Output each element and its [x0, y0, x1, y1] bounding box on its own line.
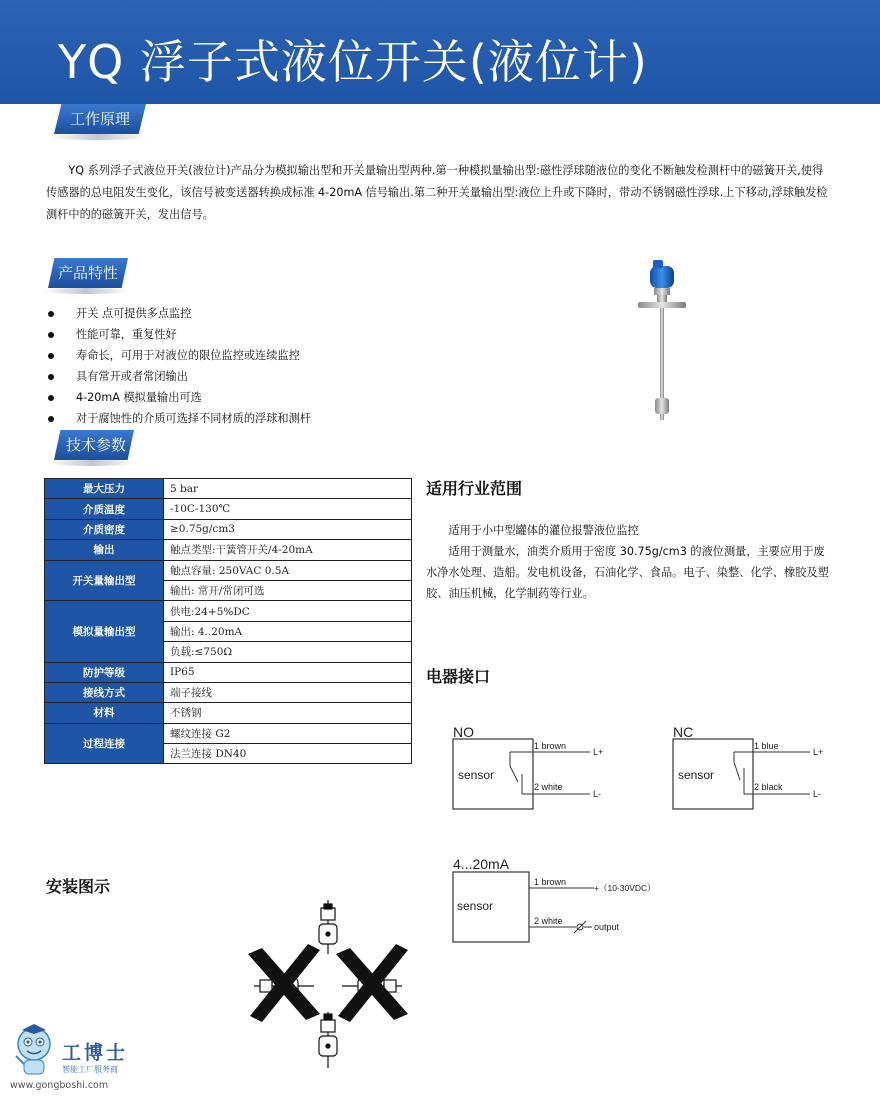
wiring-diagram-no — [450, 722, 620, 812]
diagram-label-analog: 4...20mA — [453, 856, 510, 872]
terminal-label: output — [594, 922, 620, 932]
bullet-icon — [48, 332, 54, 338]
header-banner — [0, 0, 880, 104]
table-row: 过程连接 螺纹连接 G2 — [45, 723, 412, 743]
mascot-icon — [10, 1022, 60, 1078]
principle-text: YQ 系列浮子式液位开关(液位计)产品分为模拟输出型和开关量输出型两种.第一种模拟量输出型:磁性浮球随液位的变化不断触发检测杆中的磁簧开关,使得传感器的总电阻发生变化，该信号被变送器转换成标准 4-20mA 信号输出.第二种开关量输出型:液位上升或下降时，带动不锈钢磁性浮球.上下移动,浮球触发检测杆中的的磁簧开关，发出信号。 — [46, 164, 828, 221]
page-title: YQ 浮子式液位开关(液位计) — [58, 35, 648, 89]
table-row: 输出 触点类型:干簧管开关/4-20mA — [45, 540, 412, 560]
wire-label: 1 brown — [534, 877, 567, 887]
sensor-label: sensor — [678, 768, 715, 782]
correct-vertical-bottom — [319, 1012, 337, 1068]
section-tag-specs — [54, 430, 134, 460]
bullet-icon — [48, 395, 54, 401]
diagram-label-no: NO — [453, 724, 474, 740]
table-row: 输出: 4..20mA — [45, 621, 412, 641]
table-row: 最大压力 5 bar — [45, 479, 412, 499]
feature-item: 开关 点可提供多点监控 — [48, 303, 311, 324]
sensor-label: sensor — [457, 899, 494, 913]
wrong-tilted-left — [248, 944, 320, 1022]
wiring-diagram-nc — [670, 722, 840, 812]
table-row: 负载:≤750Ω — [45, 642, 412, 662]
feature-item: 性能可靠，重复性好 — [48, 324, 311, 345]
wire-label: 2 black — [754, 782, 783, 792]
principle-paragraph — [46, 160, 834, 226]
wiring-diagram-analog — [450, 854, 670, 946]
logo-url: www.gongboshi.com — [10, 1080, 109, 1091]
table-row: 模拟量输出型 供电:24+5%DC — [45, 601, 412, 621]
feature-item: 4-20mA 模拟量输出可选 — [48, 387, 311, 408]
product-photo — [620, 258, 700, 428]
wire-label: 1 brown — [534, 741, 567, 751]
industry-heading: 适用行业范围 — [426, 479, 523, 498]
section-label-principle: 工作原理 — [70, 110, 131, 128]
feature-item: 寿命长，可用于对液位的限位监控或连续监控 — [48, 345, 311, 366]
spec-table — [44, 478, 412, 764]
terminal-label: L+ — [593, 747, 604, 757]
wire-label: 2 white — [534, 916, 563, 926]
gongboshi-logo — [10, 1022, 140, 1094]
table-row: 介质温度 -10C-130℃ — [45, 499, 412, 519]
bullet-icon — [48, 374, 54, 380]
table-row: 输出: 常开/常闭可选 — [45, 580, 412, 600]
wrong-tilted-right — [336, 944, 408, 1022]
logo-name: 工博士 — [62, 1042, 129, 1064]
terminal-label: L- — [593, 789, 602, 799]
section-label-specs: 技术参数 — [66, 436, 127, 454]
table-row: 防护等级 IP65 — [45, 662, 412, 682]
electrical-heading: 电器接口 — [426, 667, 491, 686]
feature-list — [48, 303, 311, 429]
feature-item: 对于腐蚀性的介质可选择不同材质的浮球和测杆 — [48, 408, 311, 429]
table-row: 介质密度 ≥0.75g/cm3 — [45, 519, 412, 539]
table-row: 材料 不锈钢 — [45, 703, 412, 723]
terminal-label: +（10-30VDC） — [594, 883, 656, 893]
section-tag-principle — [54, 104, 146, 134]
wire-label: 2 white — [534, 782, 563, 792]
bullet-icon — [48, 353, 54, 359]
installation-diagram — [244, 898, 412, 1070]
feature-item: 具有常开或者常闭输出 — [48, 366, 311, 387]
terminal-label: L- — [813, 789, 822, 799]
diagram-label-nc: NC — [673, 724, 694, 740]
section-tag-features — [48, 258, 128, 288]
installation-heading: 安装图示 — [46, 877, 111, 896]
table-row: 接线方式 端子接线 — [45, 682, 412, 702]
logo-tagline: 智能工厂服务商 — [62, 1065, 118, 1074]
bullet-icon — [48, 311, 54, 317]
correct-vertical-top — [319, 900, 337, 954]
section-label-features: 产品特性 — [58, 264, 119, 282]
table-row: 开关量输出型 触点容量: 250VAC 0.5A — [45, 560, 412, 580]
industry-text: 适用于小中型罐体的灌位报警液位监控 适用于测量水，油类介质用于密度 30.75g/cm3 的液位测量，主要应用于废水净水处理、造船。发电机设备，石油化学、食品。电子、染整、化学、橡胶及塑胶、油压机械，化学制药等行业。 — [426, 524, 829, 600]
sensor-label: sensor — [458, 768, 495, 782]
table-row: 法兰连接 DN40 — [45, 744, 412, 764]
bullet-icon — [48, 416, 54, 422]
terminal-label: L+ — [813, 747, 824, 757]
wire-label: 1 blue — [754, 741, 779, 751]
